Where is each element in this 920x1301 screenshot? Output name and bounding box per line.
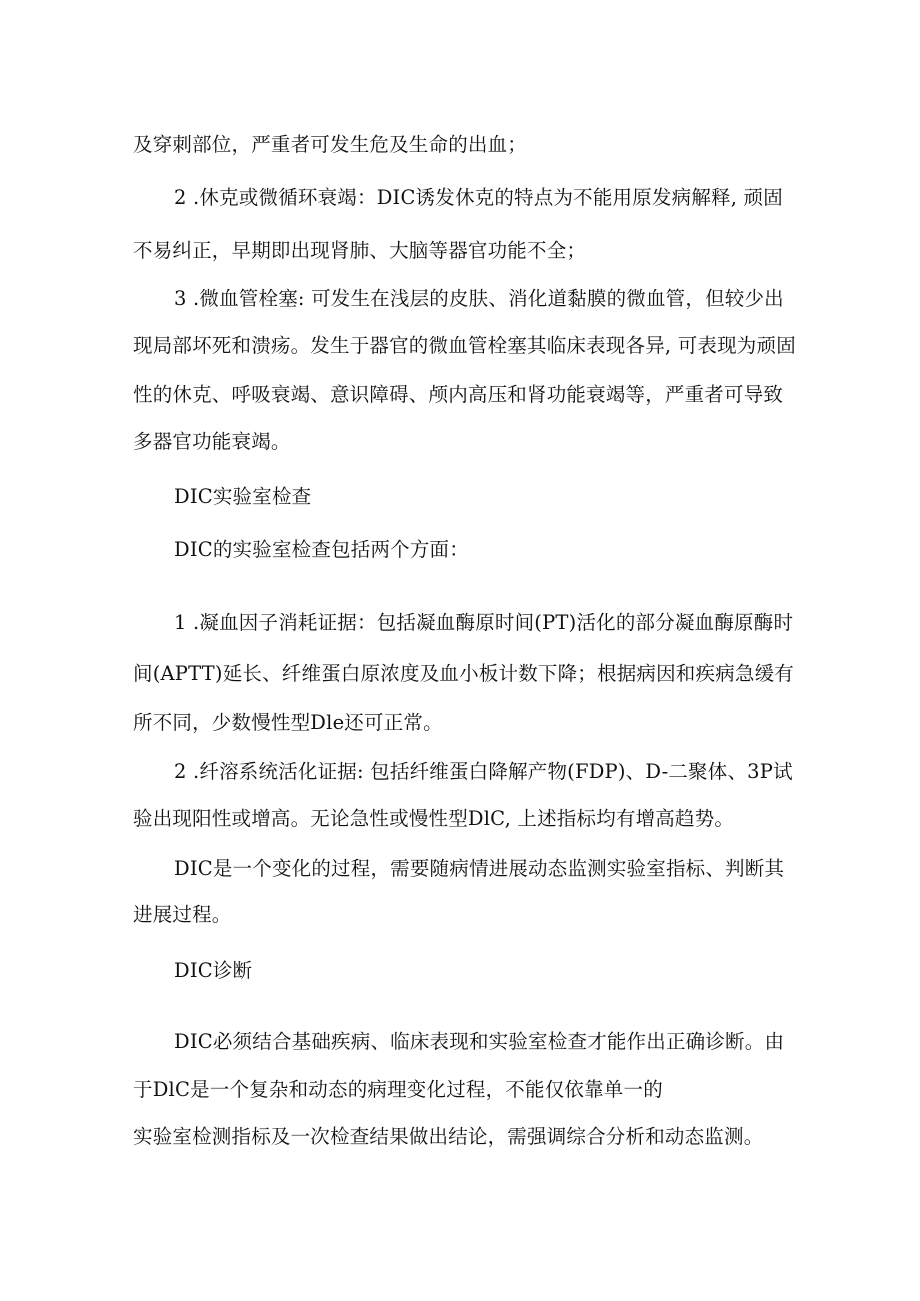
text-line-embolism-cont-3: 多器官功能衰竭。 [133,430,291,453]
text-line-diagnosis-1: DIC必须结合基础疾病、临床表现和实验室检查才能作出正确诊断。由 [174,1030,785,1053]
text-line-embolism-cont-2: 性的休克、呼吸衰竭、意识障碍、颅内高压和肾功能衰竭等，严重者可导致 [133,383,784,406]
text-line-coagulation-item: 1 .凝血因子消耗证据：包括凝血酶原时间(PT)活化的部分凝血酶原酶时 [174,611,794,634]
text-line-coagulation-cont-2: 所不同，少数慢性型Dle还可正常。 [133,711,443,734]
text-line-embolism-item: 3 .微血管栓塞: 可发生在浅层的皮肤、消化道黏膜的微血管，但较少出 [174,287,784,310]
text-line-coagulation-cont-1: 间(APTT)延长、纤维蛋白原浓度及血小板计数下降；根据病因和疾病急缓有 [133,662,794,685]
text-line-shock-item: 2 .休克或微循环衰竭：DIC诱发休克的特点为不能用原发病解释, 顽固 [174,186,783,209]
text-line-fibrinolysis-cont: 验出现阳性或增高。无论急性或慢性型DlC, 上述指标均有增高趋势。 [133,807,735,830]
text-line-lab-intro: DIC的实验室检查包括两个方面： [174,538,469,561]
text-line-diagnosis-2: 于DlC是一个复杂和动态的病理变化过程，不能仅依靠单一的 [133,1078,663,1101]
text-line-shock-cont: 不易纠正，早期即出现肾肺、大脑等器官功能不全； [133,239,587,262]
section-heading-lab-tests: DIC实验室检查 [174,485,312,508]
text-line-bleeding-end: 及穿刺部位，严重者可发生危及生命的出血； [133,133,528,156]
text-line-embolism-cont-1: 现局部坏死和溃疡。发生于器官的微血管栓塞其临床表现各异, 可表现为顽固 [133,334,796,357]
text-line-monitoring: DIC是一个变化的过程，需要随病情进展动态监测实验室指标、判断其 [174,857,785,880]
text-line-monitoring-cont: 进展过程。 [133,903,232,926]
text-line-fibrinolysis-item: 2 .纤溶系统活化证据: 包括纤维蛋白降解产物(FDP)、D-二聚体、3P试 [174,760,793,783]
section-heading-diagnosis: DIC诊断 [174,959,253,982]
text-line-diagnosis-3: 实验室检测指标及一次检查结果做出结论，需强调综合分析和动态监测。 [133,1125,764,1148]
